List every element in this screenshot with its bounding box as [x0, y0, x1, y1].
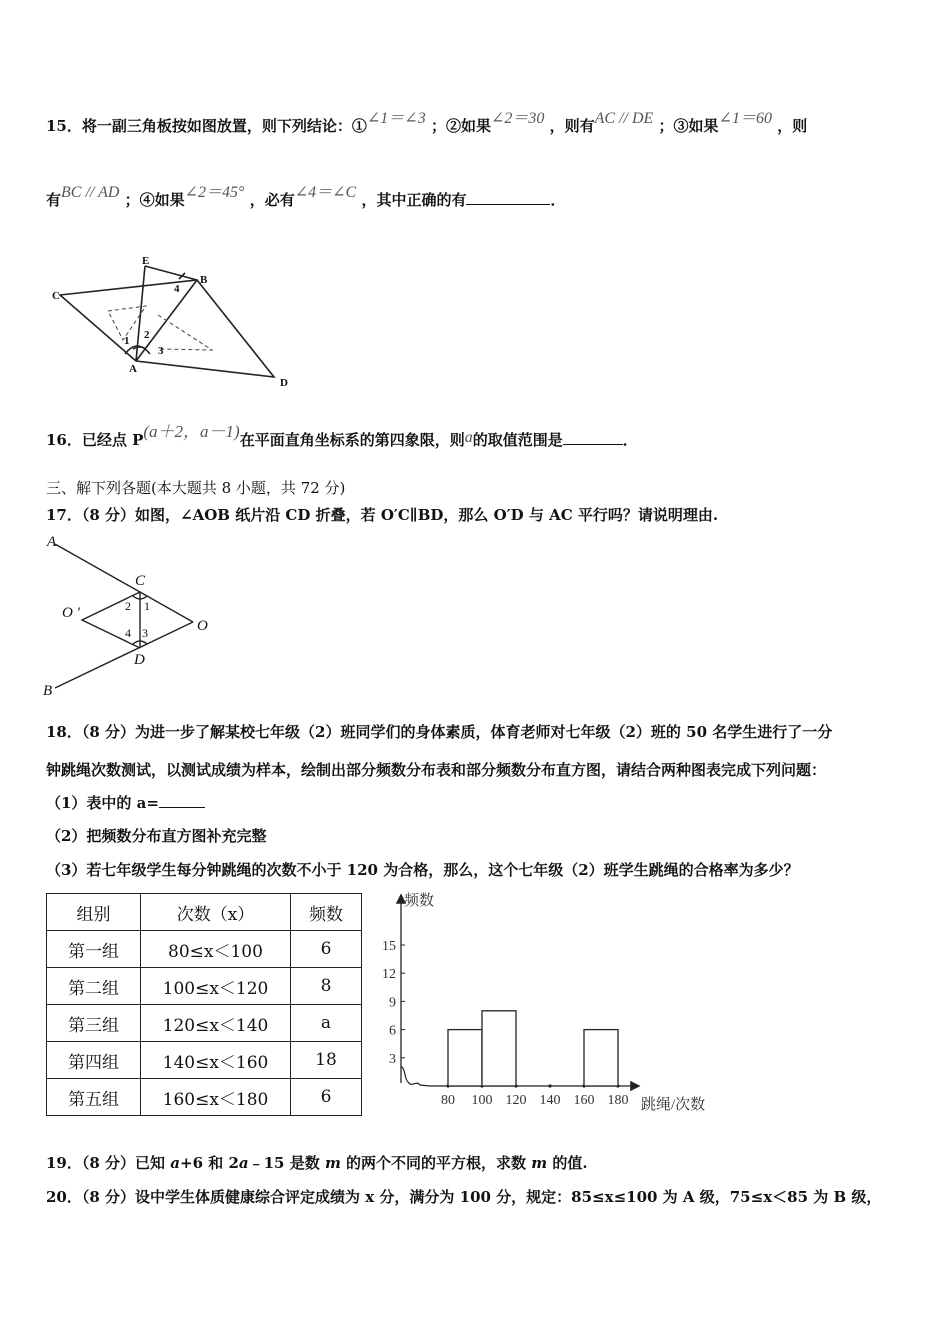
table-cell: 160≤x＜180 — [141, 1079, 291, 1116]
math-angle1-60: ∠1＝60 — [718, 110, 772, 127]
table-header: 组别 — [47, 894, 141, 931]
label-e: E — [142, 255, 150, 267]
table-cell: 140≤x＜160 — [141, 1042, 291, 1079]
histogram-bar — [482, 1011, 516, 1086]
q20: 20．（8 分）设中学生体质健康综合评定成绩为 x 分，满分为 100 分，规定：85≤x≤100 为 A 级，75≤x＜85 为 B 级， — [46, 1188, 882, 1206]
q15-line1: 15．将一副三角板按如图放置，则下列结论：①∠1＝∠3 ；②如果∠2＝30 ，则有AC // DE ；③如果∠1＝60 ，则 — [46, 110, 808, 135]
label-a: A — [47, 534, 57, 550]
section-heading: 三、解下列各题(本大题共 8 小题，共 72 分) — [46, 479, 346, 497]
q17: 17．（8 分）如图，∠AOB 纸片沿 CD 折叠，若 O′C∥BD，那么 O′D 与 AC 平行吗？请说明理由. — [46, 506, 719, 524]
table-row — [47, 1042, 362, 1079]
answer-blank — [563, 430, 623, 445]
axis-break — [401, 1066, 430, 1086]
math-angle2-45: ∠2＝45° — [184, 184, 245, 201]
label-angle-3: 3 — [158, 345, 164, 357]
table-row — [47, 1005, 362, 1042]
table-cell: 100≤x＜120 — [141, 968, 291, 1005]
x-tick-mark — [548, 1084, 551, 1087]
x-tick-label: 140 — [539, 1093, 561, 1108]
x-tick-label: 80 — [441, 1093, 455, 1108]
table-cell: 第四组 — [47, 1042, 141, 1079]
q19: 19．（8 分）已知 a+6 和 2a﹣15 是数 m 的两个不同的平方根，求数 m 的值. — [46, 1154, 588, 1172]
table-cell: 第三组 — [47, 1005, 141, 1042]
q18-sub1: （1）表中的 a= — [46, 793, 205, 813]
q15-line2: 有BC // AD ；④如果∠2＝45° ，必有∠4＝∠C ，其中正确的有 ． — [46, 184, 566, 209]
table-cell: 6 — [291, 931, 362, 968]
math-angle4-c: ∠4＝∠C — [294, 184, 357, 201]
table-cell: 80≤x＜100 — [141, 931, 291, 968]
label-o-prime: O ′ — [62, 605, 80, 621]
label-angle-2: 2 — [144, 329, 150, 341]
label-a: A — [129, 363, 137, 375]
histogram-bar — [448, 1030, 482, 1086]
math-parallel-bc-ad: BC // AD — [61, 184, 120, 201]
label-angle-2: 2 — [125, 599, 131, 613]
q18-line1: 18．（8 分）为进一步了解某校七年级（2）班同学们的身体素质，体育老师对七年级（2）班的 50 名学生进行了一分 — [46, 723, 833, 741]
q16: 16．已经点 P(a＋2，a－1)在平面直角坐标系的第四象限，则a的取值范围是 ． — [46, 422, 638, 449]
fold-figure-17 — [40, 530, 230, 700]
x-axis-label: 跳绳/次数 — [641, 1097, 706, 1113]
label-angle-1: 1 — [124, 335, 130, 347]
table-header-row — [47, 894, 362, 931]
answer-blank — [466, 190, 550, 205]
y-tick-label: 15 — [382, 939, 396, 954]
label-c: C — [135, 573, 146, 589]
table-cell: 第一组 — [47, 931, 141, 968]
table-row — [47, 968, 362, 1005]
label-d: D — [280, 377, 288, 389]
y-tick-label: 6 — [389, 1023, 396, 1039]
q18-sub2: （2）把频数分布直方图补充完整 — [46, 827, 267, 845]
math-parallel-ac-de: AC // DE — [594, 110, 654, 127]
math-angle2-30: ∠2＝30 — [490, 110, 545, 127]
math-coord-p: (a＋2，a－1) — [143, 422, 240, 441]
answer-blank — [159, 793, 205, 808]
table-cell: 第二组 — [47, 968, 141, 1005]
histogram-bar — [584, 1030, 618, 1086]
frequency-table — [46, 893, 362, 1116]
label-angle-3: 3 — [142, 626, 148, 640]
label-angle-4: 4 — [174, 283, 180, 295]
table-cell: 8 — [291, 968, 362, 1005]
x-tick-label: 100 — [471, 1093, 493, 1108]
math-var-a: a — [464, 429, 473, 446]
label-b: B — [43, 683, 53, 699]
y-tick-label: 3 — [389, 1051, 396, 1067]
triangle-figure-15 — [40, 250, 310, 400]
x-tick-label: 160 — [573, 1093, 595, 1108]
label-d: D — [134, 652, 145, 668]
table-header: 频数 — [291, 894, 362, 931]
q18-sub3: （3）若七年级学生每分钟跳绳的次数不小于 120 为合格，那么，这个七年级（2）班学生跳绳的合格率为多少？ — [46, 861, 799, 879]
label-angle-1: 1 — [144, 599, 150, 613]
x-tick-label: 180 — [607, 1093, 629, 1108]
table-cell: 120≤x＜140 — [141, 1005, 291, 1042]
table-row — [47, 1079, 362, 1116]
table-row — [47, 931, 362, 968]
table-header: 次数（x） — [141, 894, 291, 931]
table-cell: 18 — [291, 1042, 362, 1079]
histogram-chart — [370, 888, 730, 1118]
math-angle-eq: ∠1＝∠3 — [366, 110, 426, 127]
y-axis-label: 频数 — [404, 893, 435, 909]
y-tick-label: 12 — [382, 967, 396, 983]
label-c: C — [52, 290, 60, 302]
q18-line2: 钟跳绳次数测试，以测试成绩为样本，绘制出部分频数分布表和部分频数分布直方图，请结合两种图表完成下列问题： — [46, 761, 827, 779]
table-cell: 第五组 — [47, 1079, 141, 1116]
label-angle-4: 4 — [125, 626, 131, 640]
table-cell: a — [291, 1005, 362, 1042]
table-cell: 6 — [291, 1079, 362, 1116]
label-o: O — [197, 618, 208, 634]
y-tick-label: 9 — [389, 995, 396, 1011]
label-b: B — [200, 274, 208, 286]
x-tick-label: 120 — [505, 1093, 527, 1108]
